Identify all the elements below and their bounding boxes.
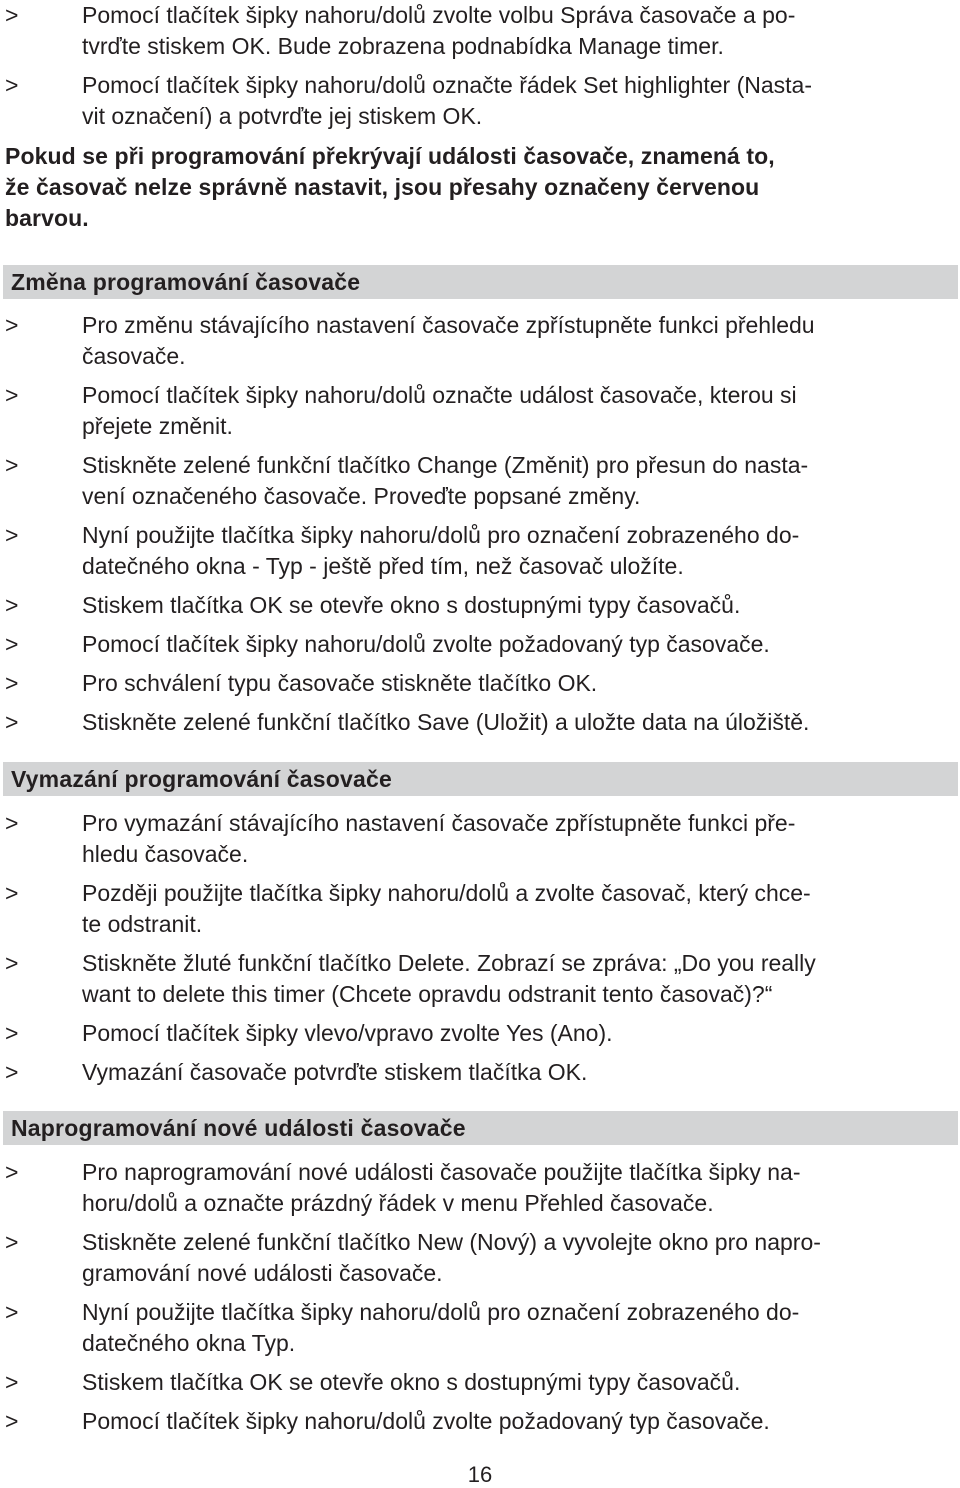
list-item-line: Stiskněte žluté funkční tlačítko Delete. Zobrazí se zpráva: „Do you really — [82, 950, 816, 976]
list-item-line: horu/dolů a označte prázdný řádek v menu Přehled časovače. — [82, 1190, 714, 1216]
note-line: že časovač nelze správně nastavit, jsou přesahy označeny červenou — [5, 174, 760, 200]
list-item-line: Později použijte tlačítka šipky nahoru/dolů a zvolte časovač, který chce- — [82, 880, 811, 906]
list-item-line: Stiskem tlačítka OK se otevře okno s dostupnými typy časovačů. — [82, 592, 741, 618]
list-item — [0, 380, 955, 442]
list-item-line: Pomocí tlačítek šipky nahoru/dolů označte řádek Set highlighter (Nasta- — [82, 72, 812, 98]
list-item-line: Stiskem tlačítka OK se otevře okno s dostupnými typy časovačů. — [82, 1369, 741, 1395]
list-item — [0, 1157, 955, 1219]
bullet-marker: > — [5, 592, 19, 618]
bullet-marker: > — [5, 1408, 19, 1434]
bullet-marker: > — [5, 709, 19, 735]
list-item-line: vení označeného časovače. Proveďte popsané změny. — [82, 483, 641, 509]
list-item — [0, 707, 955, 738]
bullet-marker: > — [5, 631, 19, 657]
list-item-line: přejete změnit. — [82, 413, 233, 439]
list-item-line: Pro vymazání stávajícího nastavení časovače zpřístupněte funkci pře- — [82, 810, 796, 836]
bullet-marker: > — [5, 522, 19, 548]
bullet-marker: > — [5, 72, 19, 98]
page-number: 16 — [467, 1462, 493, 1487]
list-item — [0, 520, 955, 582]
section-list — [0, 310, 960, 738]
list-item-line: Nyní použijte tlačítka šipky nahoru/dolů pro označení zobrazeného do- — [82, 1299, 800, 1325]
bullet-marker: > — [5, 1059, 19, 1085]
list-item-line: Stiskněte zelené funkční tlačítko Change (Změnit) pro přesun do nasta- — [82, 452, 809, 478]
list-item — [0, 310, 955, 372]
list-item — [0, 629, 955, 660]
list-item-line: Pomocí tlačítek šipky nahoru/dolů označte událost časovače, kterou si — [82, 382, 797, 408]
list-item — [0, 1367, 955, 1398]
note-line: Pokud se při programování překrývají události časovače, znamená to, — [5, 143, 775, 169]
list-item-line: te odstranit. — [82, 911, 203, 937]
list-item-line: gramování nové události časovače. — [82, 1260, 443, 1286]
list-item-line: časovače. — [82, 343, 186, 369]
section-heading: Vymazání programování časovače — [3, 762, 958, 796]
bullet-marker: > — [5, 950, 19, 976]
list-item-line: Pro naprogramování nové události časovače použijte tlačítka šipky na- — [82, 1159, 801, 1185]
list-item — [0, 808, 955, 870]
bullet-marker: > — [5, 1020, 19, 1046]
section-heading: Změna programování časovače — [3, 265, 958, 299]
bullet-marker: > — [5, 670, 19, 696]
list-item-line: tvrďte stiskem OK. Bude zobrazena podnabídka Manage timer. — [82, 33, 724, 59]
bullet-marker: > — [5, 382, 19, 408]
bullet-marker: > — [5, 2, 19, 28]
list-item-line: Nyní použijte tlačítka šipky nahoru/dolů pro označení zobrazeného do- — [82, 522, 800, 548]
list-item — [0, 668, 955, 699]
list-item-line: Pomocí tlačítek šipky nahoru/dolů zvolte volbu Správa časovače a po- — [82, 2, 796, 28]
list-item-line: Pro změnu stávajícího nastavení časovače zpřístupněte funkci přehledu — [82, 312, 815, 338]
list-item — [0, 1227, 955, 1289]
list-item — [0, 450, 955, 512]
list-item-line: hledu časovače. — [82, 841, 249, 867]
bullet-marker: > — [5, 810, 19, 836]
note-line: barvou. — [5, 205, 89, 231]
section-list — [0, 1157, 960, 1437]
bullet-marker: > — [5, 1229, 19, 1255]
bullet-marker: > — [5, 1369, 19, 1395]
bullet-marker: > — [5, 312, 19, 338]
section-heading: Naprogramování nové události časovače — [3, 1111, 958, 1145]
list-item-line: Stiskněte zelené funkční tlačítko New (Nový) a vyvolejte okno pro napro- — [82, 1229, 821, 1255]
list-item — [0, 948, 955, 1010]
section-list — [0, 808, 960, 1088]
intro-list — [0, 0, 960, 132]
bullet-marker: > — [5, 452, 19, 478]
list-item — [0, 70, 955, 132]
warning-note — [0, 141, 950, 234]
list-item — [0, 1406, 955, 1437]
list-item — [0, 0, 955, 62]
bullet-marker: > — [5, 1159, 19, 1185]
list-item-line: Pro schválení typu časovače stiskněte tlačítko OK. — [82, 670, 598, 696]
list-item-line: Stiskněte zelené funkční tlačítko Save (Uložit) a uložte data na úložiště. — [82, 709, 810, 735]
list-item-line: datečného okna Typ. — [82, 1330, 296, 1356]
bullet-marker: > — [5, 880, 19, 906]
list-item-line: Vymazání časovače potvrďte stiskem tlačítka OK. — [82, 1059, 588, 1085]
list-item — [0, 1018, 955, 1049]
list-item — [0, 1057, 955, 1088]
list-item-line: Pomocí tlačítek šipky nahoru/dolů zvolte požadovaný typ časovače. — [82, 1408, 770, 1434]
list-item-line: vit označení) a potvrďte jej stiskem OK. — [82, 103, 483, 129]
list-item-line: Pomocí tlačítek šipky vlevo/vpravo zvolte Yes (Ano). — [82, 1020, 613, 1046]
list-item-line: want to delete this timer (Chcete opravdu odstranit tento časovač)?“ — [82, 981, 773, 1007]
list-item-line: datečného okna - Typ - ještě před tím, než časovač uložíte. — [82, 553, 684, 579]
bullet-marker: > — [5, 1299, 19, 1325]
list-item — [0, 1297, 955, 1359]
list-item-line: Pomocí tlačítek šipky nahoru/dolů zvolte požadovaný typ časovače. — [82, 631, 770, 657]
list-item — [0, 878, 955, 940]
list-item — [0, 590, 955, 621]
